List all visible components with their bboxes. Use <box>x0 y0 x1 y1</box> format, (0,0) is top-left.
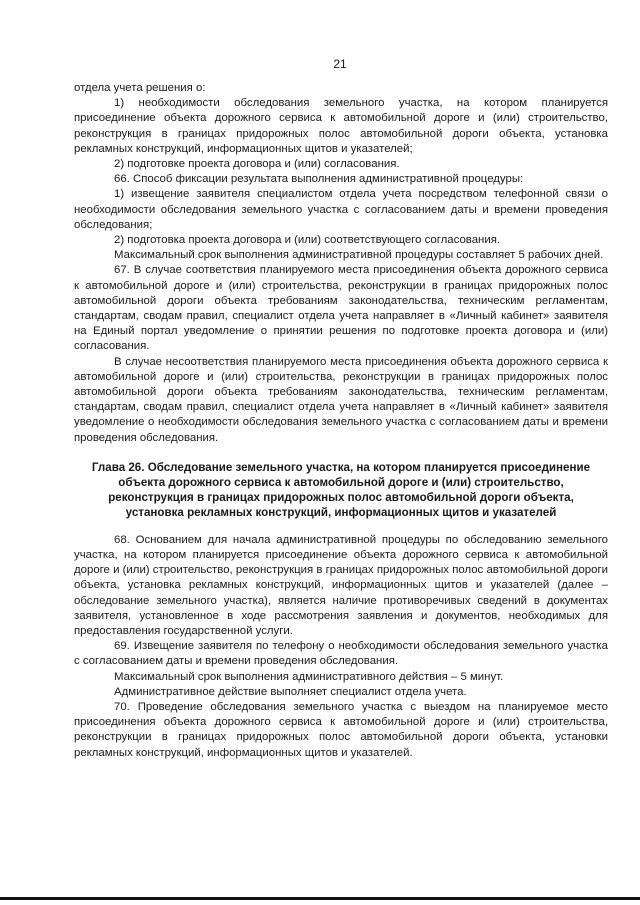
paragraph: отдела учета решения о: <box>74 82 206 94</box>
page-number: 21 <box>333 57 347 71</box>
paragraph: 70. Проведение обследования земельного участка с выездом на планируемое место присоединения объекта дорожного сервиса к автомобильной дороге и (или) строительства, реконструкции в границах придорожных полос автомобильной дороги объекта, установки рекламных конструкций, информационных щитов и указателей. <box>74 700 608 759</box>
paragraphs-bottom <box>74 533 608 761</box>
paragraph: 2) подготовке проекта договора и (или) согласования. <box>114 158 400 171</box>
paragraph: В случае несоответствия планируемого места присоединения объекта дорожного сервиса к автомобильной дороге и (или) строительства, реконструкции в границах придорожных полос автомобильной дороги объекта требованиям законодательства, техническим регламентам, стандартам, сводам правил, специалист отдела учета направляет в «Личный кабинет» заявителя уведомление о необходимости обследования земельного участка с согласованием даты и времени проведения обследования. <box>74 355 608 444</box>
paragraph: 2) подготовка проекта договора и (или) соответствующего согласования. <box>114 234 501 247</box>
paragraph: 69. Извещение заявителя по телефону о необходимости обследования земельного участка с согласованием даты и времени проведения обследования. <box>74 640 608 668</box>
paragraph: 1) извещение заявителя специалистом отдела учета посредством телефонной связи о необходимости обследования земельного участка с согласованием даты и времени проведения обследования; <box>74 188 608 231</box>
paragraph: Максимальный срок выполнения административного действия – 5 минут. <box>114 670 504 683</box>
paragraph: Максимальный срок выполнения административной процедуры составляет 5 рабочих дней. <box>114 249 604 262</box>
paragraph: 1) необходимости обследования земельного участка, на котором планируется присоединение объекта дорожного сервиса к автомобильной дороге и (или) строительство, реконструкция в границах придорожных полос автомобильной дороги объекта, установка рекламных конструкций, информационных щитов и указателей; <box>74 97 608 155</box>
paragraph: 66. Способ фиксации результата выполнения административной процедуры: <box>114 173 524 186</box>
chapter-heading: Глава 26. Обследование земельного участка, на котором планируется присоединение объекта дорожного сервиса к автомобильной дороге и (или) строительство, реконструкция в границах придорожных полос автомобильной дороги объекта, установка рекламных конструкций, информационных щитов и указателей <box>91 460 591 520</box>
paragraph: 68. Основанием для начала административной процедуры по обследованию земельного участка, на котором планируется присоединение объекта дорожного сервиса к автомобильной дороге и (или) строительство, реконструкция в границах придорожных полос автомобильной дороги объекта, установка рекламных конструкций, информационных щитов и указателей (далее – обследование земельного участка), является наличие противоречивых сведений в документах заявителя, установленное в ходе рассмотрения заявления и документов, необходимых для предоставления государственной услуги. <box>74 533 608 637</box>
scan-bottom-border <box>0 897 640 900</box>
paragraph: 67. В случае соответствия планируемого места присоединения объекта дорожного сервиса к автомобильной дороге и (или) строительства, реконструкции в границах придорожных полос автомобильной дороги объекта требованиям законодательства, техническим регламентам, стандартам, сводам правил, специалист отдела учета направляет в «Личный кабинет» заявителя на Единый портал уведомление о принятии решения по подготовке проекта договора и (или) согласования. <box>74 264 608 353</box>
document-body <box>74 81 608 761</box>
paragraph: Административное действие выполняет специалист отдела учета. <box>114 685 467 698</box>
paragraphs-top <box>74 81 608 446</box>
